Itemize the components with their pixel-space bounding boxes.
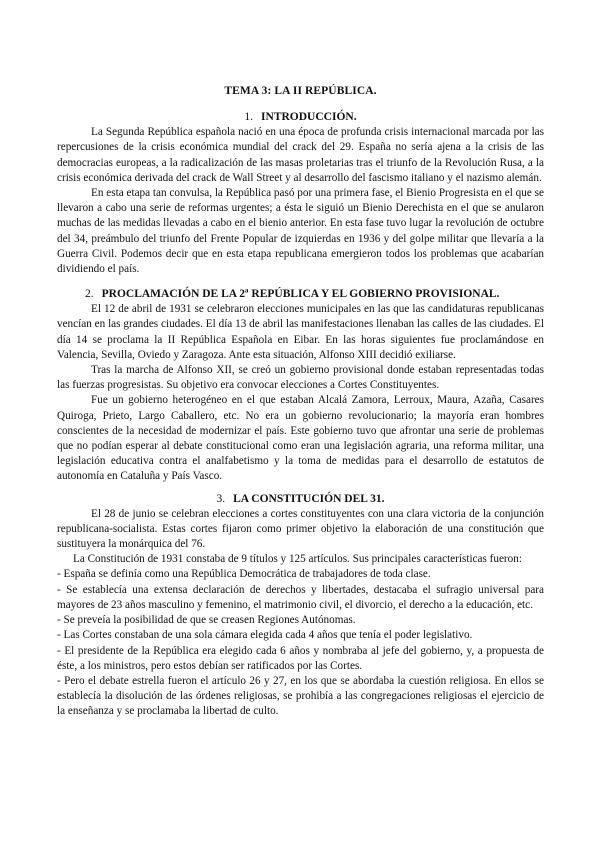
section-title: LA CONSTITUCIÓN DEL 31. — [233, 492, 385, 505]
paragraph: Fue un gobierno heterogéneo en el que estaban Alcalá Zamora, Lerroux, Maura, Azaña, Casares Quiroga, Prieto, Largo Caballero, etc. No era un gobierno revolucionario; la mayoría eran hombres conscientes de la necesidad de modernizar el país. Este gobierno tuvo que afrontar una serie de problemas que no podían esperar al debate constitucional como eran una legislación agraria, una reforma militar, una legislación educativa contra el analfabetismo y la toma de medidas para el desarrollo de estatutos de autonomía en Cataluña y País Vasco. — [57, 394, 544, 483]
paragraph: Tras la marcha de Alfonso XII, se creó un gobierno provisional donde estaban representadas todas las fuerzas progresistas. Su objetivo era convocar elecciones a Cortes Constituyentes. — [57, 364, 544, 392]
section-number: 2. — [85, 288, 94, 301]
list-item: - Las Cortes constaban de una sola cámara elegida cada 4 años que tenía el poder legislativo. — [57, 629, 473, 642]
section-title: INTRODUCCIÓN. — [261, 111, 357, 124]
paragraph: La Segunda República española nació en una época de profunda crisis internacional marcada por las repercusiones de la crisis económica mundial del crack del 29. España no sería ajena a la crisis de las democracias europeas, a la radicalización de las masas proletarias tras el triunfo de la Revolución Rusa, a la crisis económica derivada del crack de Wall Street y al desarrollo del fascismo italiano y el nazismo alemán. — [57, 126, 544, 184]
section-heading-constitucion — [57, 491, 544, 507]
page-title: TEMA 3: LA II REPÚBLICA. — [224, 85, 377, 97]
paragraph: El 12 de abril de 1931 se celebraron elecciones municipales en las que las candidaturas republicanas vencían en las grandes ciudades. El día 13 de abril las manifestaciones llenaban las calles de las ciudades. El día 14 se proclama la II República Española en Eibar. En las horas siguientes fue proclamándose en Valencia, Sevilla, Oviedo y Zaragoza. Ante esta situación, Alfonso XIII decidió exiliarse. — [57, 303, 544, 361]
section-title: PROCLAMACIÓN DE LA 2ª REPÚBLICA Y EL GOBIERNO PROVISIONAL. — [101, 288, 500, 301]
list-item: - España se definía como una República Democrática de trabajadores de toda clase. — [57, 568, 431, 581]
section-number: 3. — [216, 492, 226, 505]
paragraph: En esta etapa tan convulsa, la República pasó por una primera fase, el Bienio Progresista en el que se llevaron a cabo una serie de reformas urgentes; a ésta le siguió un Bienio Derechista en el que se anularon muchas de las medidas llevadas a cabo en el bienio anterior. En esta fase tuvo lugar la revolución de octubre del 34, preámbulo del triunfo del Frente Popular de izquierdas en 1936 y del golpe militar que llevaría a la Guerra Civil. Podemos decir que en esta etapa republicana emergieron todos los problemas que acabarían dividiendo el país. — [57, 187, 544, 276]
list-item: - Se preveía la posibilidad de que se creasen Regiones Autónomas. — [57, 614, 356, 627]
section-number: 1. — [244, 111, 254, 124]
section-heading-proclamacion — [57, 286, 544, 302]
list-item: - Se establecía una extensa declaración de derechos y libertades, destacaba el sufragio universal para mayores de 23 años masculino y femenino, el matrimonio civil, el divorcio, el derecho a la educación, etc. — [57, 583, 544, 611]
list-item: - Pero el debate estrella fueron el artículo 26 y 27, en los que se abordaba la cuestión religiosa. En ellos se establecía la disolución de las órdenes religiosas, se prohibía a las congregaciones religiosas el ejercicio de la enseñanza y se proclamaba la libertad de culto. — [57, 674, 544, 718]
paragraph: La Constitución de 1931 constaba de 9 títulos y 125 artículos. Sus principales características fueron: — [73, 553, 522, 566]
paragraph: El 28 de junio se celebran elecciones a cortes constituyentes con una clara victoria de la conjunción republicana-socialista. Estas cortes fijaron como primer objetivo la elaboración de una constitución que sustituyera la monárquica del 76. — [57, 507, 544, 551]
section-heading-introduccion — [57, 109, 544, 125]
list-item: - El presidente de la República era elegido cada 6 años y nombraba al jefe del gobierno, y, a propuesta de éste, a los ministros, pero estos debían ser ratificados por las Cortes. — [57, 644, 544, 672]
